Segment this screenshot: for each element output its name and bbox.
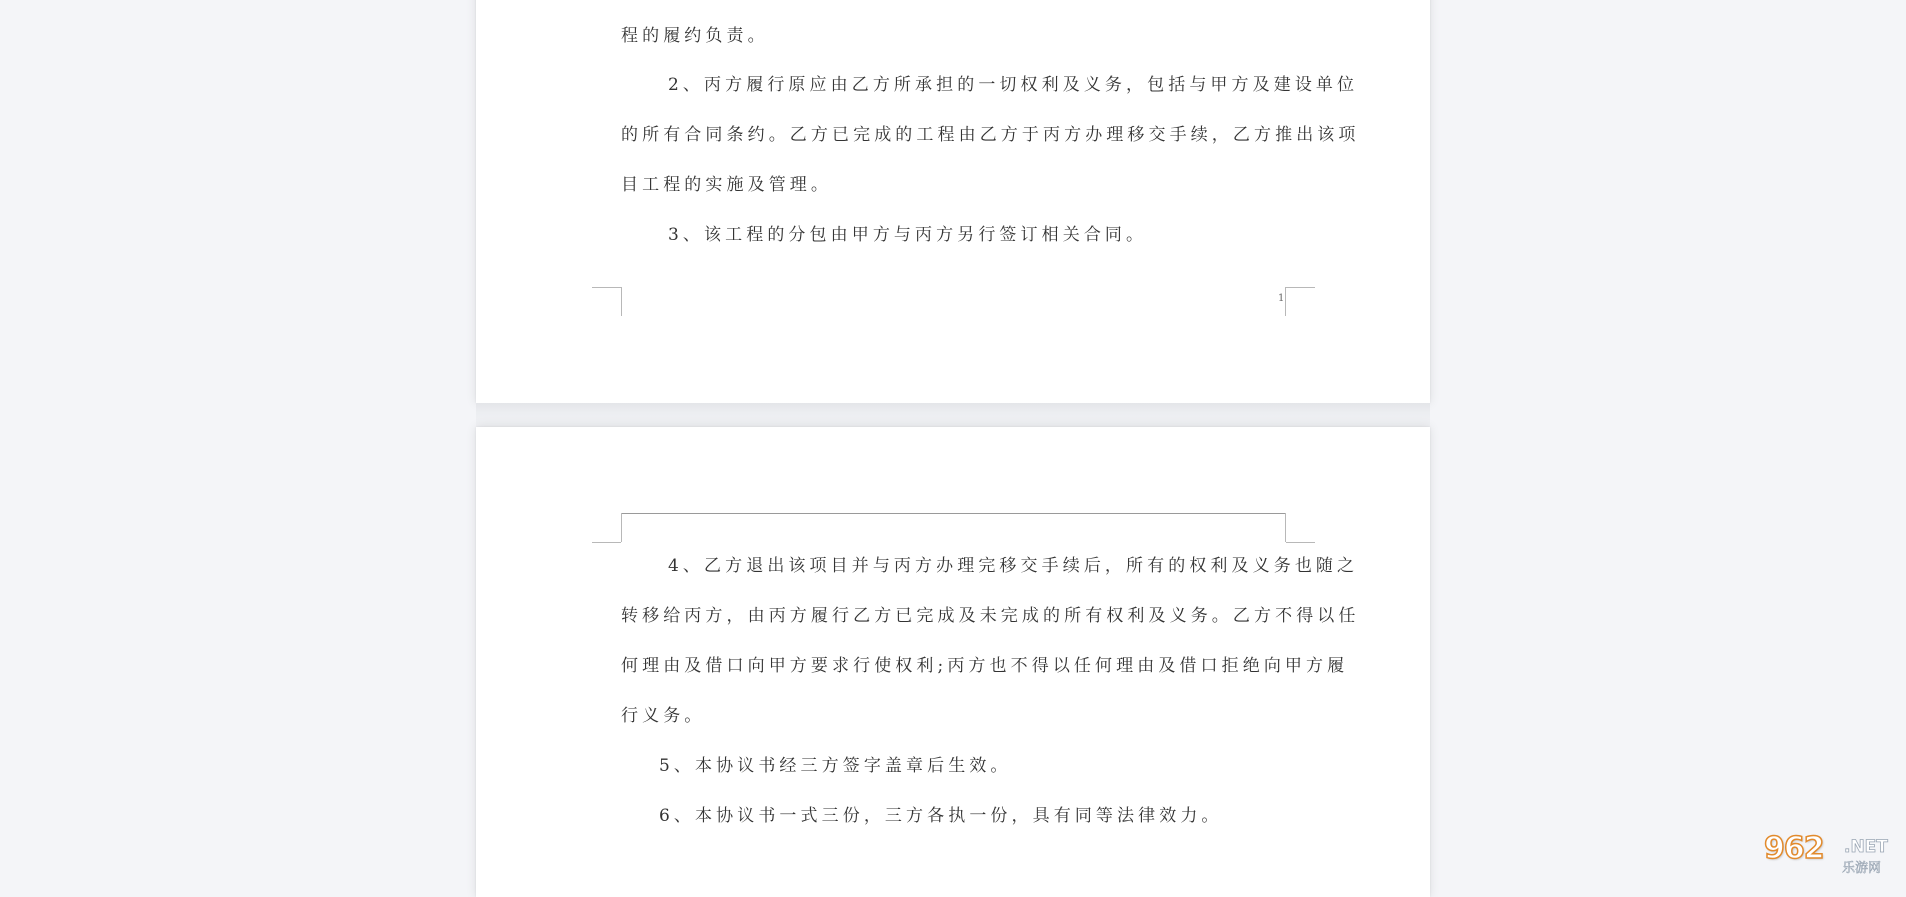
margin-mark-top-right (1285, 513, 1286, 542)
paragraph-line: 3、该工程的分包由甲方与丙方另行签订相关合同。 (668, 225, 1148, 245)
paragraph-line: 2、丙方履行原应由乙方所承担的一切权利及义务，包括与甲方及建设单位 (668, 75, 1359, 95)
site-watermark (1764, 833, 1900, 875)
paragraph-line: 目工程的实施及管理。 (621, 175, 832, 195)
paragraph-line: 何理由及借口向甲方要求行使权利;丙方也不得以任何理由及借口拒绝向甲方履 (621, 656, 1349, 676)
header-rule (621, 513, 1286, 514)
margin-mark-top-left (592, 542, 621, 543)
paragraph-line: 6、本协议书一式三份，三方各执一份，具有同等法律效力。 (659, 806, 1223, 826)
margin-mark-bottom-right (1285, 287, 1286, 316)
document-page-1 (476, 0, 1430, 403)
paragraph-line: 5、本协议书经三方签字盖章后生效。 (659, 756, 1012, 776)
watermark-subtitle: 乐游网 (1842, 861, 1882, 876)
paragraph-line: 转移给丙方，由丙方履行乙方已完成及未完成的所有权利及义务。乙方不得以任 (621, 606, 1360, 626)
margin-mark-bottom-left (621, 287, 622, 316)
watermark-logo: 962 (1764, 831, 1824, 866)
margin-mark-top-right (1286, 542, 1315, 543)
watermark-net: .NET (1844, 837, 1888, 857)
document-page-2 (476, 427, 1430, 897)
page-separator (476, 403, 1430, 427)
paragraph-line: 程的履约负责。 (621, 26, 769, 46)
paragraph-line: 行义务。 (621, 706, 706, 726)
margin-mark-bottom-left (592, 287, 621, 288)
paragraph-line: 4、乙方退出该项目并与丙方办理完移交手续后，所有的权利及义务也随之 (668, 556, 1359, 576)
page-number: 1 (1278, 293, 1285, 304)
margin-mark-top-left (621, 513, 622, 542)
paragraph-line: 的所有合同条约。乙方已完成的工程由乙方于丙方办理移交手续，乙方推出该项 (621, 125, 1360, 145)
margin-mark-bottom-right (1286, 287, 1315, 288)
